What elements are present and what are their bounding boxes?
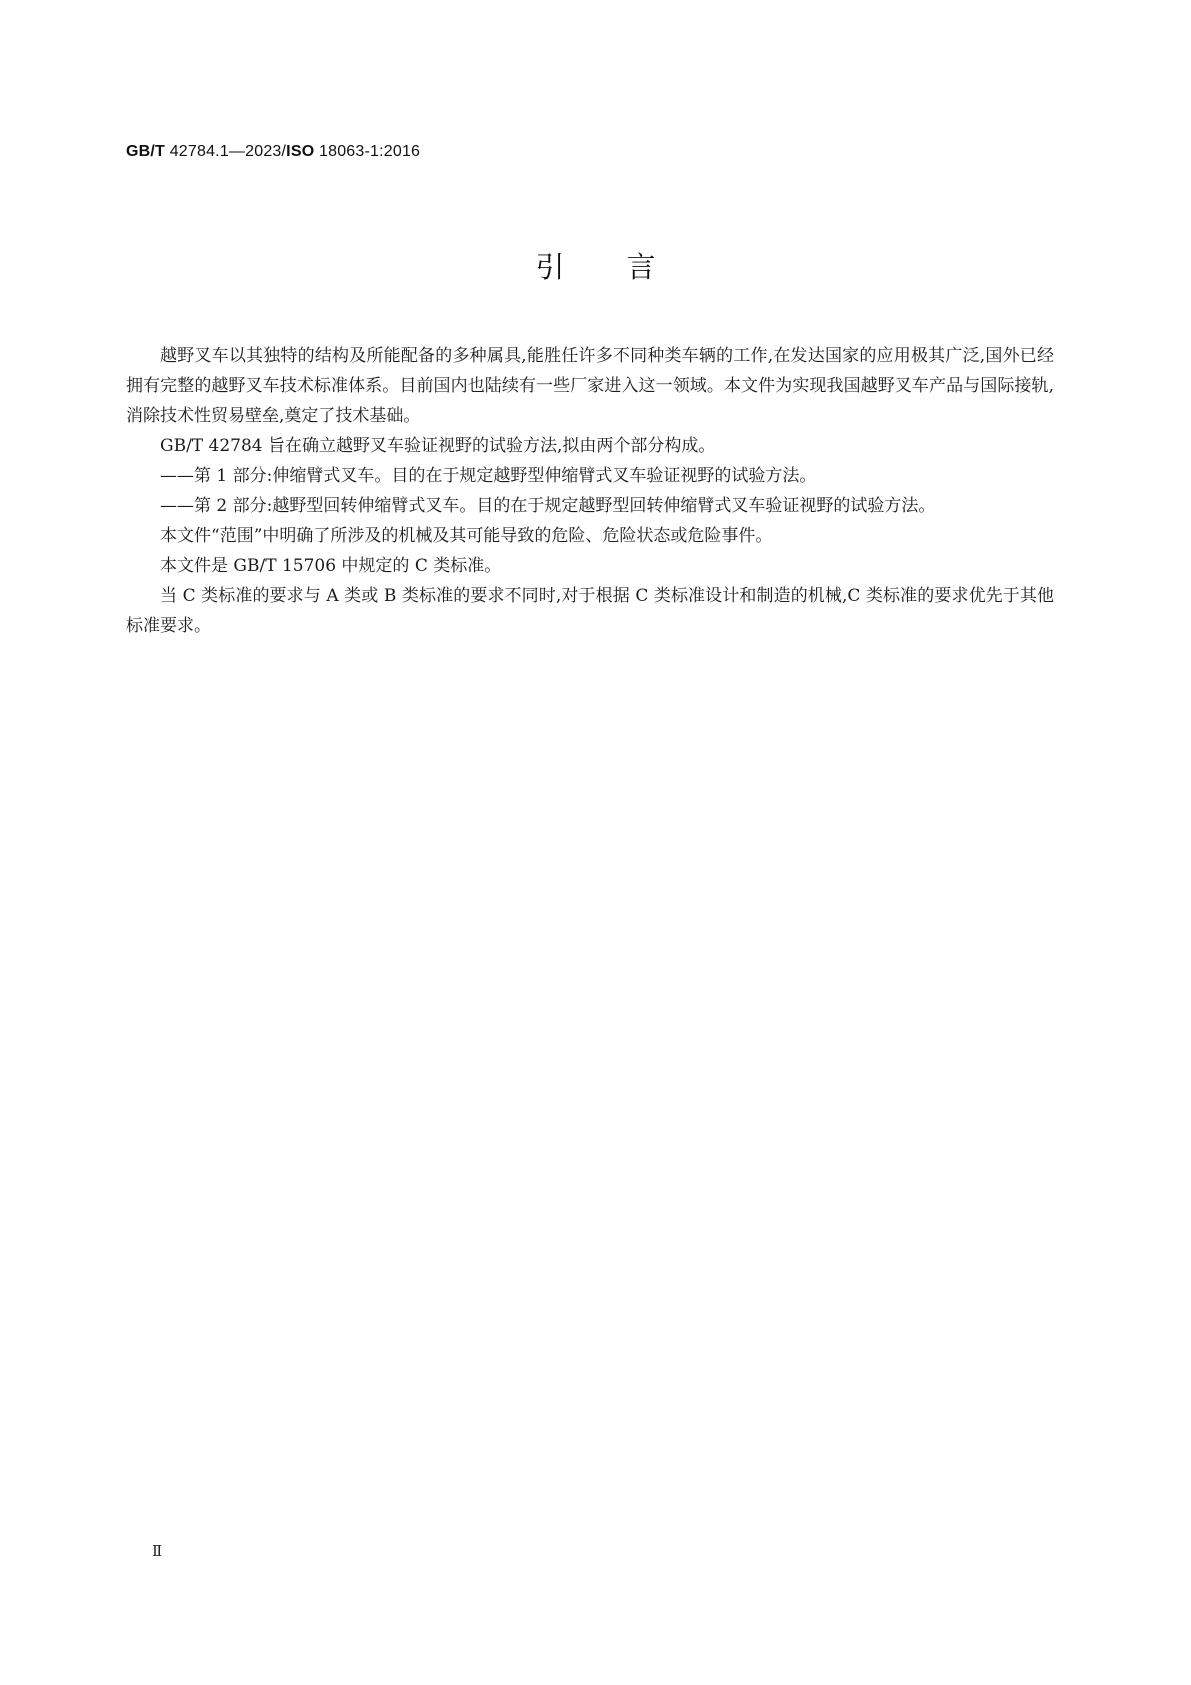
page-title: 引言: [535, 250, 718, 284]
standard-code-header: [126, 143, 420, 161]
paragraph: GB/T 42784 旨在确立越野叉车验证视野的试验方法,拟由两个部分构成。: [160, 436, 716, 456]
std-number: 42784.1—2023/: [169, 143, 287, 160]
paragraph: 当 C 类标准的要求与 A 类或 B 类标准的要求不同时,对于根据 C 类标准设计和制造的机械,C 类标准的要求优先于其他标准要求。: [126, 586, 1054, 636]
std-prefix: GB/T: [126, 143, 166, 160]
iso-number: 18063-1:2016: [319, 143, 421, 160]
iso-prefix: ISO: [286, 143, 315, 160]
list-item: ——第 2 部分:越野型回转伸缩臂式叉车。目的在于规定越野型回转伸缩臂式叉车验证视野的试验方法。: [160, 496, 936, 516]
paragraph: 越野叉车以其独特的结构及所能配备的多种属具,能胜任许多不同种类车辆的工作,在发达国家的应用极其广泛,国外已经拥有完整的越野叉车技术标准体系。目前国内也陆续有一些厂家进入这一领域。本文件为实现我国越野叉车产品与国际接轨,消除技术性贸易壁垒,奠定了技术基础。: [126, 346, 1054, 426]
paragraph: 本文件“范围”中明确了所涉及的机械及其可能导致的危险、危险状态或危险事件。: [160, 526, 773, 546]
introduction-body: [126, 341, 1054, 641]
page-number: Ⅱ: [152, 1542, 163, 1560]
list-item: ——第 1 部分:伸缩臂式叉车。目的在于规定越野型伸缩臂式叉车验证视野的试验方法。: [160, 466, 817, 486]
paragraph: 本文件是 GB/T 15706 中规定的 C 类标准。: [160, 556, 502, 576]
